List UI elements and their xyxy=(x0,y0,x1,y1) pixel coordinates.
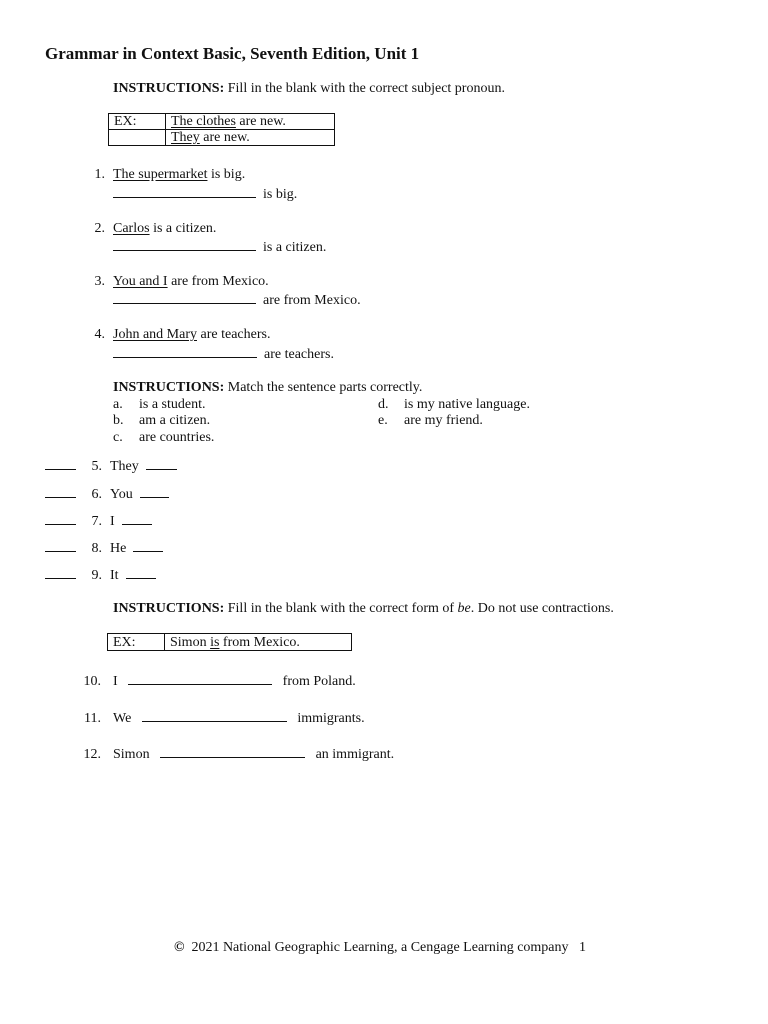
question-2 xyxy=(81,221,216,237)
example-subject: The clothes xyxy=(171,114,236,129)
match-item-8 xyxy=(45,538,163,557)
match-word: He xyxy=(110,541,127,556)
question-11 xyxy=(77,708,365,727)
answer-blank[interactable] xyxy=(113,237,256,251)
question-rest: is big. xyxy=(210,167,246,182)
question-rest: immigrants. xyxy=(297,711,365,726)
match-blank[interactable] xyxy=(133,538,163,552)
instructions-3 xyxy=(113,601,614,617)
option-letter: a. xyxy=(113,397,123,412)
answer-blank[interactable] xyxy=(128,671,272,685)
option-letter: c. xyxy=(113,430,123,445)
question-number: 11. xyxy=(84,711,101,726)
question-number: 5. xyxy=(91,459,102,474)
answer-rest: is a citizen. xyxy=(263,240,327,255)
copyright-icon: © xyxy=(173,940,185,955)
instructions-text: Fill in the blank with the correct subject pronoun. xyxy=(227,81,505,96)
example-answer-subject: They xyxy=(171,130,200,145)
example-label: EX: xyxy=(109,114,166,130)
question-number: 3. xyxy=(94,274,105,289)
question-rest: an immigrant. xyxy=(315,747,395,762)
example-sentence xyxy=(165,634,352,651)
example-verb: is xyxy=(210,634,220,650)
match-item-5 xyxy=(45,456,177,475)
answer-line-4 xyxy=(113,344,334,363)
match-word: They xyxy=(110,459,139,474)
question-subject: John and Mary xyxy=(113,327,197,342)
option-c xyxy=(113,430,214,446)
question-number: 9. xyxy=(91,568,102,583)
question-number: 8. xyxy=(91,541,102,556)
answer-blank[interactable] xyxy=(160,744,305,758)
match-item-6 xyxy=(45,484,169,503)
instructions-label: INSTRUCTIONS: xyxy=(113,380,225,395)
example-answer xyxy=(166,130,335,146)
question-10 xyxy=(77,671,356,690)
question-number: 4. xyxy=(94,327,105,342)
question-12 xyxy=(77,744,394,763)
option-letter: b. xyxy=(113,413,124,428)
match-blank[interactable] xyxy=(146,456,177,470)
question-number: 12. xyxy=(83,747,101,762)
instructions-text: Match the sentence parts correctly. xyxy=(227,380,423,395)
question-rest: is a citizen. xyxy=(153,221,217,236)
page-title: Grammar in Context Basic, Seventh Edition, Unit 1 xyxy=(45,44,420,63)
match-blank[interactable] xyxy=(140,484,169,498)
instructions-1 xyxy=(113,81,505,97)
example-rest: from Mexico. xyxy=(222,634,300,650)
match-item-9 xyxy=(45,565,156,584)
question-subject: I xyxy=(113,674,118,689)
page-number: 1 xyxy=(579,940,587,955)
question-4 xyxy=(81,327,270,343)
question-subject: The supermarket xyxy=(113,167,208,182)
example-subject: Simon xyxy=(170,634,207,650)
instructions-label: INSTRUCTIONS: xyxy=(113,601,225,616)
answer-rest: are teachers. xyxy=(264,347,334,362)
question-subject: You and I xyxy=(113,274,168,289)
example-sentence xyxy=(166,114,335,130)
option-text: are countries. xyxy=(139,430,215,445)
example-table-2 xyxy=(107,633,352,651)
question-number: 7. xyxy=(91,514,102,529)
answer-blank[interactable] xyxy=(113,344,257,358)
question-1 xyxy=(81,167,245,183)
match-item-7 xyxy=(45,511,152,530)
letter-blank[interactable] xyxy=(45,565,76,579)
answer-rest: is big. xyxy=(263,187,298,202)
option-text: are my friend. xyxy=(404,413,483,428)
question-subject: Simon xyxy=(113,747,150,762)
letter-blank[interactable] xyxy=(45,511,76,525)
question-number: 10. xyxy=(83,674,101,689)
question-number: 6. xyxy=(91,487,102,502)
answer-rest: are from Mexico. xyxy=(263,293,361,308)
answer-line-2 xyxy=(113,237,326,256)
answer-blank[interactable] xyxy=(113,184,256,198)
footer xyxy=(0,940,760,956)
question-subject: We xyxy=(113,711,132,726)
match-blank[interactable] xyxy=(126,565,156,579)
letter-blank[interactable] xyxy=(45,538,76,552)
match-word: You xyxy=(110,487,133,502)
option-text: is a student. xyxy=(139,397,206,412)
option-text: am a citizen. xyxy=(139,413,211,428)
instructions-text-end: . Do not use contractions. xyxy=(470,601,614,616)
example-table-1 xyxy=(108,113,335,146)
letter-blank[interactable] xyxy=(45,484,76,498)
question-number: 2. xyxy=(94,221,105,236)
option-text: is my native language. xyxy=(404,397,530,412)
match-word: It xyxy=(110,568,119,583)
option-letter: d. xyxy=(378,397,389,412)
instructions-label: INSTRUCTIONS: xyxy=(113,81,225,96)
answer-blank[interactable] xyxy=(142,708,287,722)
letter-blank[interactable] xyxy=(45,456,76,470)
option-d xyxy=(378,397,530,413)
option-e xyxy=(378,413,483,429)
question-number: 1. xyxy=(94,167,105,182)
instructions-text: Fill in the blank with the correct form of xyxy=(227,601,455,616)
instructions-2 xyxy=(113,380,422,396)
answer-blank[interactable] xyxy=(113,290,256,304)
example-answer-rest: are new. xyxy=(203,130,250,145)
example-rest: are new. xyxy=(239,114,286,129)
question-rest: are teachers. xyxy=(200,327,271,342)
instructions-italic-word: be xyxy=(457,601,471,616)
option-a xyxy=(113,397,206,413)
question-rest: from Poland. xyxy=(282,674,356,689)
question-3 xyxy=(81,274,269,290)
match-blank[interactable] xyxy=(122,511,152,525)
example-empty-cell xyxy=(109,130,166,146)
question-rest: are from Mexico. xyxy=(171,274,269,289)
example-label: EX: xyxy=(108,634,165,651)
answer-line-1 xyxy=(113,184,297,203)
answer-line-3 xyxy=(113,290,361,309)
footer-text: 2021 National Geographic Learning, a Cengage Learning company xyxy=(191,940,569,955)
option-letter: e. xyxy=(378,413,388,428)
match-word: I xyxy=(110,514,115,529)
question-subject: Carlos xyxy=(113,221,150,236)
option-b xyxy=(113,413,210,429)
